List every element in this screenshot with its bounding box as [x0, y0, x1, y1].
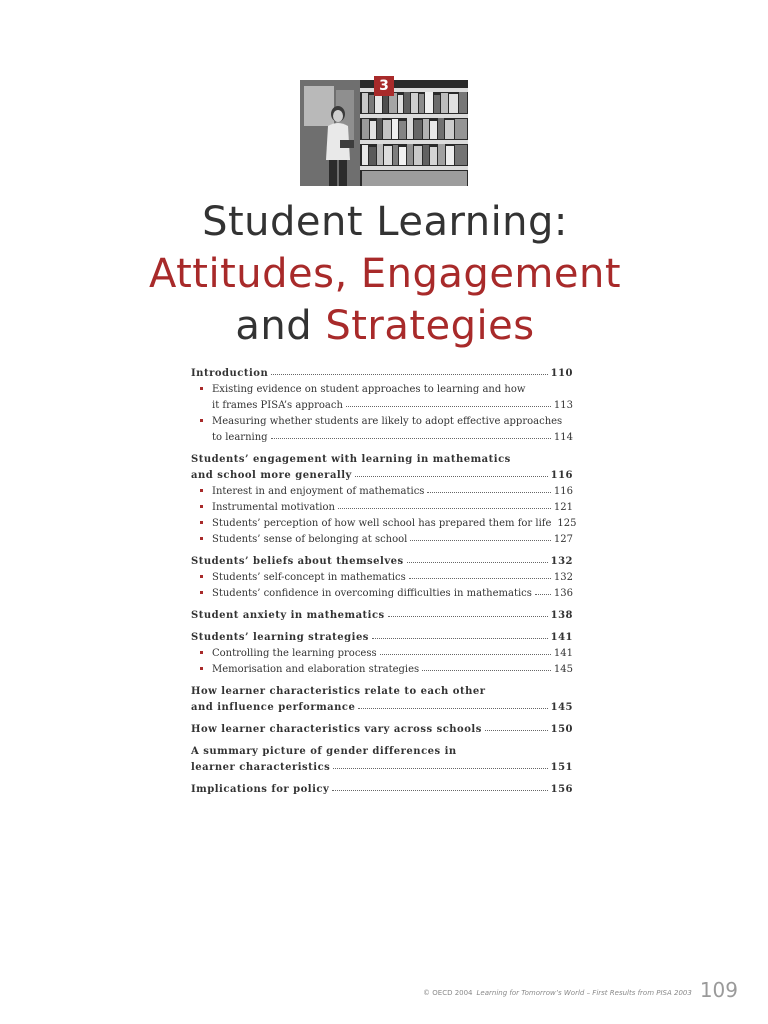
bullet-square-icon — [200, 667, 203, 670]
toc-page-number: 141 — [550, 632, 573, 643]
toc-leader-dots — [485, 729, 548, 731]
title-line-2: Attitudes, Engagement — [148, 251, 622, 297]
toc-section-heading[interactable]: A summary picture of gender differences in — [191, 746, 457, 757]
toc-heading-label: learner characteristics — [191, 762, 331, 773]
toc-subsection-label: Students’ self-concept in mathematics — [212, 572, 406, 583]
toc-page-number: 145 — [553, 664, 573, 675]
toc-heading-label: Student anxiety in mathematics — [191, 610, 385, 621]
toc-leader-dots — [422, 669, 551, 671]
toc-subsection-text — [201, 500, 573, 516]
toc-heading-label: How learner characteristics vary across schools — [191, 724, 482, 735]
toc-section-heading[interactable] — [191, 700, 573, 716]
toc-section-heading[interactable] — [191, 554, 573, 570]
toc-section-heading[interactable] — [191, 782, 573, 798]
title-line-3-highlight: Strategies — [325, 303, 535, 349]
table-of-contents — [191, 366, 577, 804]
toc-section-heading[interactable]: How learner characteristics relate to each other — [191, 686, 486, 697]
toc-leader-dots — [388, 615, 548, 617]
toc-section — [191, 366, 573, 446]
toc-leader-dots — [271, 437, 551, 439]
bullet-square-icon — [200, 387, 203, 390]
toc-leader-dots — [427, 491, 550, 493]
toc-section-heading[interactable] — [191, 468, 573, 484]
toc-section — [191, 452, 577, 548]
toc-section — [191, 722, 573, 738]
toc-subsection-text — [201, 570, 573, 586]
bullet-square-icon — [200, 537, 203, 540]
title-line-3-prefix: and — [235, 303, 326, 349]
toc-subsection-label: Students’ sense of belonging at school — [212, 534, 408, 545]
toc-page-number: 151 — [550, 762, 573, 773]
toc-section — [191, 608, 573, 624]
toc-page-number: 145 — [550, 702, 573, 713]
toc-subsection-label: Interest in and enjoyment of mathematics — [212, 486, 425, 497]
bullet-square-icon — [200, 521, 203, 524]
toc-subsection-label-line-1: Existing evidence on student approaches to learning and how — [212, 384, 526, 395]
toc-page-number: 125 — [557, 518, 577, 529]
toc-heading-label: Students’ beliefs about themselves — [191, 556, 404, 567]
toc-leader-dots — [410, 539, 551, 541]
title-line-1: Student Learning: — [202, 199, 568, 245]
toc-subsection-text — [201, 484, 573, 500]
toc-heading-label: Implications for policy — [191, 784, 330, 795]
toc-subsection-text — [201, 586, 573, 602]
toc-subsection[interactable] — [191, 586, 573, 602]
toc-page-number: 132 — [553, 572, 573, 583]
toc-section-heading[interactable] — [191, 630, 573, 646]
toc-page-number: 114 — [553, 432, 573, 443]
toc-subsection[interactable] — [191, 662, 573, 678]
toc-page-number: 116 — [553, 486, 573, 497]
toc-leader-dots — [358, 707, 547, 709]
toc-page-number: 113 — [553, 400, 573, 411]
toc-heading-label: Introduction — [191, 368, 269, 379]
toc-section — [191, 744, 573, 776]
page-number: 109 — [699, 978, 738, 1002]
toc-page-number: 156 — [550, 784, 573, 795]
footer-book-title: Learning for Tomorrow’s World – First Results from PISA 2003 — [476, 989, 692, 997]
toc-subsection-text — [201, 646, 573, 662]
toc-section — [191, 782, 573, 798]
toc-section-heading[interactable] — [191, 366, 573, 382]
toc-section — [191, 630, 573, 678]
toc-subsection-label-line-1: Measuring whether students are likely to adopt effective approaches — [212, 416, 563, 427]
toc-subsection-label: Instrumental motivation — [212, 502, 335, 513]
toc-page-number: 141 — [553, 648, 573, 659]
chapter-number-badge: 3 — [374, 76, 394, 96]
toc-subsection-label: Students’ perception of how well school has prepared them for life — [212, 518, 552, 529]
toc-leader-dots — [346, 405, 551, 407]
toc-heading-label: and influence performance — [191, 702, 356, 713]
toc-leader-dots — [535, 593, 551, 595]
toc-subsection-label: Memorisation and elaboration strategies — [212, 664, 420, 675]
toc-page-number: 110 — [550, 368, 573, 379]
toc-page-number: 136 — [553, 588, 573, 599]
toc-section — [191, 684, 573, 716]
toc-subsection-text — [201, 382, 573, 414]
bullet-square-icon — [200, 591, 203, 594]
toc-section-heading[interactable] — [191, 608, 573, 624]
toc-leader-dots — [355, 475, 548, 477]
toc-subsection-label: Students’ confidence in overcoming difficulties in mathematics — [212, 588, 532, 599]
toc-subsection[interactable] — [191, 484, 573, 500]
bullet-square-icon — [200, 575, 203, 578]
toc-page-number: 150 — [550, 724, 573, 735]
toc-section-heading[interactable] — [191, 760, 573, 776]
bullet-square-icon — [200, 651, 203, 654]
chapter-title — [100, 196, 670, 352]
toc-subsection-label: Controlling the learning process — [212, 648, 377, 659]
toc-subsection[interactable] — [191, 570, 573, 586]
toc-subsection[interactable] — [191, 382, 573, 414]
toc-leader-dots — [407, 561, 548, 563]
toc-page-number: 116 — [550, 470, 573, 481]
toc-subsection[interactable] — [191, 516, 577, 532]
footer-copyright: © OECD 2004 — [423, 989, 473, 997]
toc-page-number: 127 — [553, 534, 573, 545]
toc-subsection-label-line-2: it frames PISA’s approach — [212, 400, 343, 411]
toc-leader-dots — [333, 767, 547, 769]
toc-leader-dots — [372, 637, 548, 639]
toc-subsection-text — [201, 516, 577, 532]
toc-section — [191, 554, 573, 602]
toc-leader-dots — [271, 373, 547, 375]
bullet-square-icon — [200, 419, 203, 422]
toc-heading-label: and school more generally — [191, 470, 352, 481]
bullet-square-icon — [200, 489, 203, 492]
toc-heading-label: Students’ learning strategies — [191, 632, 369, 643]
toc-page-number: 132 — [550, 556, 573, 567]
toc-subsection-text — [201, 532, 573, 548]
toc-section-heading[interactable]: Students’ engagement with learning in mathematics — [191, 454, 511, 465]
toc-leader-dots — [332, 789, 547, 791]
bullet-square-icon — [200, 505, 203, 508]
toc-leader-dots — [380, 653, 551, 655]
toc-page-number: 121 — [553, 502, 573, 513]
toc-subsection[interactable] — [191, 500, 573, 516]
toc-page-number: 138 — [550, 610, 573, 621]
page-footer — [423, 972, 738, 1002]
title-line-3 — [100, 300, 670, 352]
toc-subsection[interactable] — [191, 414, 573, 446]
toc-subsection[interactable] — [191, 532, 573, 548]
toc-subsection[interactable] — [191, 646, 573, 662]
toc-leader-dots — [338, 507, 551, 509]
toc-leader-dots — [409, 577, 551, 579]
toc-subsection-label-line-2: to learning — [212, 432, 268, 443]
toc-section-heading[interactable] — [191, 722, 573, 738]
toc-subsection-text — [201, 414, 573, 446]
toc-subsection-text — [201, 662, 573, 678]
